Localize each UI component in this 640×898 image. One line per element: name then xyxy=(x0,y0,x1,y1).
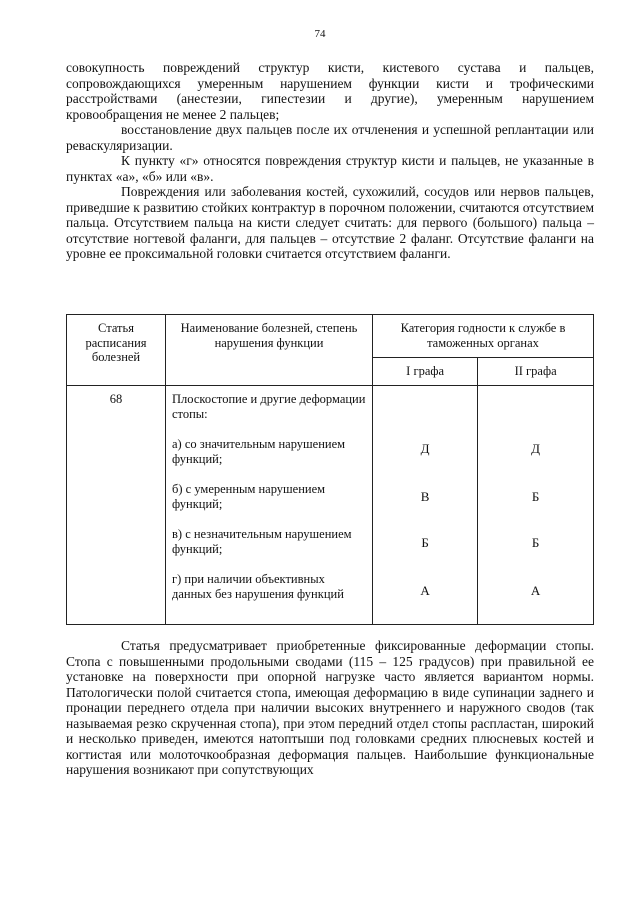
col-graph1-header: I графа xyxy=(373,357,478,385)
paragraph: совокупность повреждений структур кисти, кистевого сустава и пальцев, сопровождающихся умеренным нарушением функции кисти и трофическими расстройствами (анестезии, гипестезии и другие), умеренным нарушением кровообращения не менее 2 пальцев; xyxy=(66,60,594,122)
paragraph: Статья предусматривает приобретенные фиксированные деформации стопы. Стопа с повышенными продольными сводами (115 – 125 градусов) при правильной ее установке на поверхности при опорной нагрузке часто является вариантом нормы. Патологически полой считается стопа, имеющая деформацию в виде супинации заднего и пронации переднего отдела при наличии высоких внутреннего и наружного сводов (так называемая резко скрученная стопа), при этом передний отдел стопы распластан, широкий и несколько приведен, имеются натоптыши под головками средних плюсневых костей и когтистая или молоточкообразная деформация пальцев. Наибольшие функциональные нарушения возникают при сопутствующих xyxy=(66,638,594,777)
graph1-grade: В xyxy=(420,489,430,504)
graph2-grade: Б xyxy=(531,489,540,504)
graph2-grade: Б xyxy=(531,535,540,550)
disease-description xyxy=(166,386,373,625)
paragraph: К пункту «г» относятся повреждения структур кисти и пальцев, не указанные в пунктах «а», «б» или «в». xyxy=(66,153,594,184)
degree-item: г) при наличии объективных данных без нарушения функций xyxy=(172,572,344,601)
degree-item: б) с умеренным нарушением функций; xyxy=(172,482,326,511)
col-article-header: Статья расписания болезней xyxy=(67,315,166,386)
page-number: 74 xyxy=(314,28,326,40)
paragraph: Повреждения или заболевания костей, сухожилий, сосудов или нервов пальцев, приведшие к развитию стойких контрактур в порочном положении, считаются отсутствием пальца. Отсутствием пальца на кисти следует считать: для первого (большого) пальца – отсутствие ногтевой фаланги, для пальцев – отсутствие 2 фаланг. Отсутствие фаланги на уровне ее проксимальной головки считается отсутствием фаланги. xyxy=(66,184,594,261)
col-graph2-header: II графа xyxy=(478,357,594,385)
col-category-header: Категория годности к службе в таможенных органах xyxy=(373,315,594,358)
graph1-grade: А xyxy=(420,583,430,598)
degree-item: в) с незначительным нарушением функций; xyxy=(172,527,352,556)
top-text xyxy=(66,60,594,262)
graph2-column xyxy=(478,386,594,625)
col-disease-header: Наименование болезней, степень нарушения функции xyxy=(166,315,373,386)
graph1-column xyxy=(373,386,478,625)
fitness-category-table xyxy=(66,314,594,625)
graph1-grade: Б xyxy=(421,535,429,550)
paragraph: восстановление двух пальцев после их отчленения и успешной реплантации или реваскуляризации. xyxy=(66,122,594,153)
graph2-grade: А xyxy=(530,583,541,598)
disease-title: Плоскостопие и другие деформации стопы: xyxy=(172,392,366,421)
article-number: 68 xyxy=(67,386,166,625)
degree-item: а) со значительным нарушением функций; xyxy=(172,437,346,466)
graph2-grade: Д xyxy=(531,441,541,456)
bottom-text xyxy=(66,638,594,778)
graph1-grade: Д xyxy=(420,441,430,456)
